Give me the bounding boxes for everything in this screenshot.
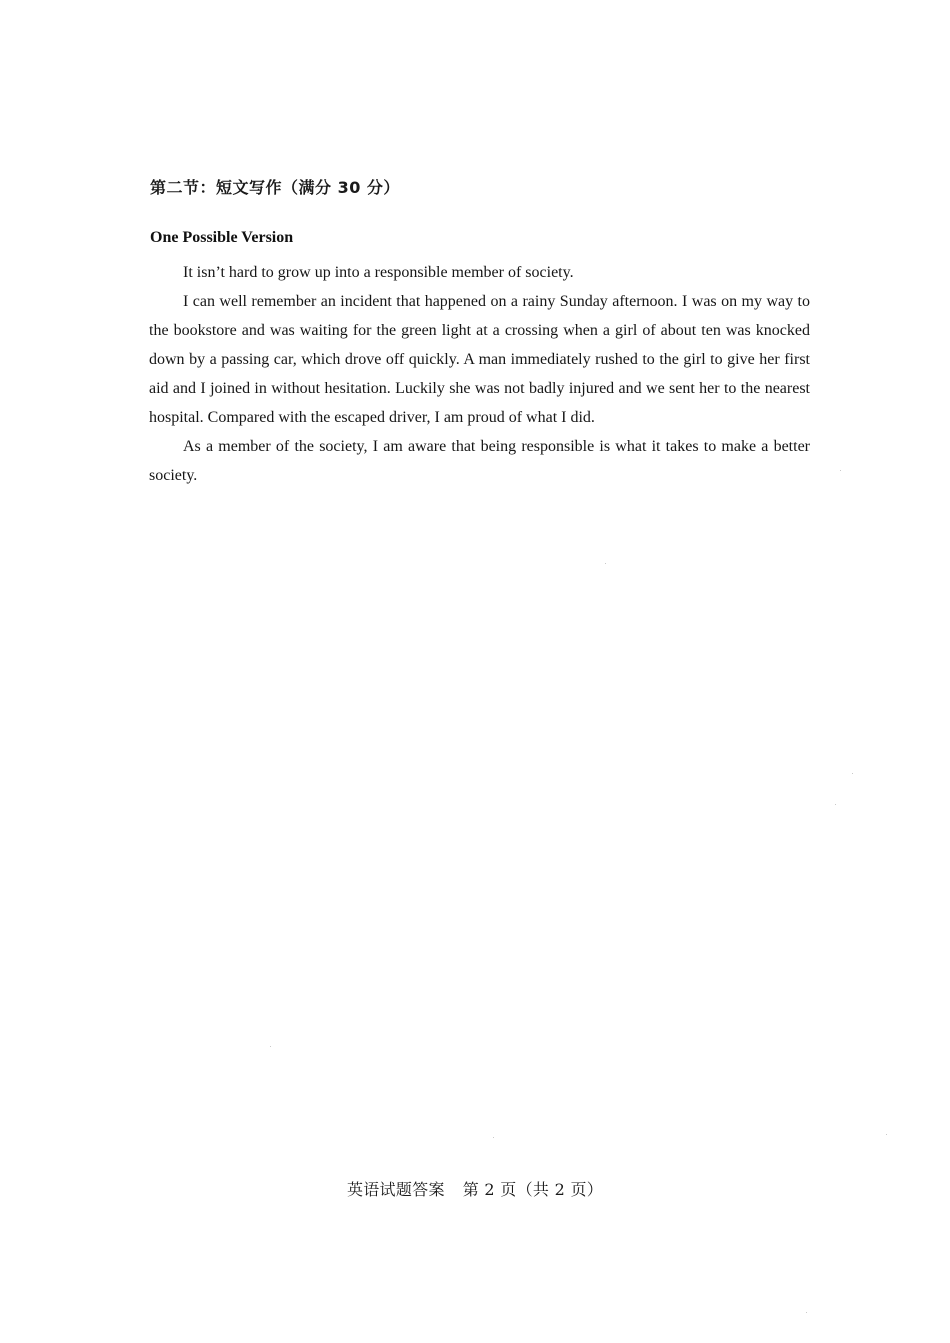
section-heading: 第二节：短文写作（满分 30 分） [150,178,400,197]
scan-speck [493,1137,494,1138]
version-title: One Possible Version [150,229,294,246]
scan-speck [806,1312,807,1313]
scan-speck [605,563,606,564]
essay-body [149,258,810,490]
scan-speck [270,1046,271,1047]
essay-paragraph: It isn’t hard to grow up into a responsible member of society. [183,264,574,281]
scan-speck [835,804,836,805]
footer-page-label: 第 2 页（共 2 页） [462,1180,604,1199]
scan-speck [852,773,853,774]
footer-doc-label: 英语试题答案 [346,1180,445,1199]
scan-speck [886,1134,887,1135]
essay-paragraph: As a member of the society, I am aware that being responsible is what it takes to make a better society. [149,438,810,484]
scan-speck [840,470,841,471]
page-footer [0,1177,950,1200]
essay-paragraph: I can well remember an incident that happened on a rainy Sunday afternoon. I was on my way to the bookstore and was waiting for the green light at a crossing when a girl of about ten was knocked down by a passing car, which drove off quickly. A man immediately rushed to the girl to give her first aid and I joined in without hesitation. Luckily she was not badly injured and we sent her to the nearest hospital. Compared with the escaped driver, I am proud of what I did. [149,293,810,426]
